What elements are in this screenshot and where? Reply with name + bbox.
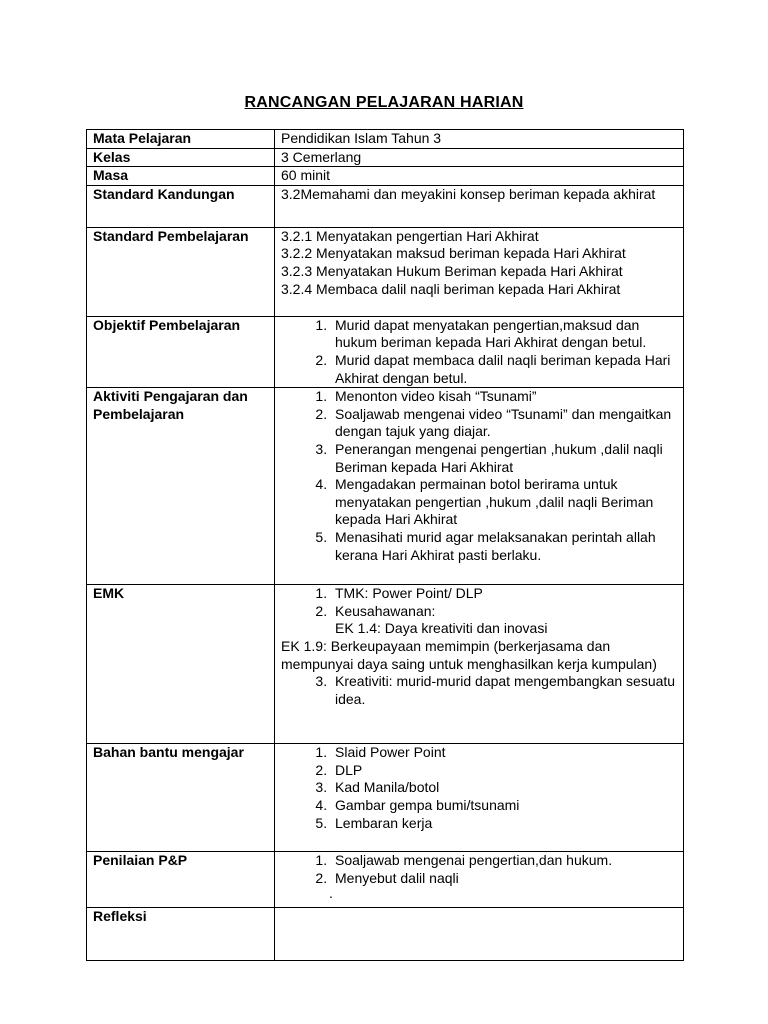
list-item: 1. Soaljawab mengenai pengertian,dan hukum. (331, 852, 679, 870)
row-value-mata-pelajaran: Pendidikan Islam Tahun 3 (275, 130, 684, 149)
emk-item-title: Keusahawanan: (335, 602, 436, 619)
list-item: 3. Kreativiti: murid-murid dapat mengembangkan sesuatu idea. (331, 673, 679, 708)
row-value-masa: 60 minit (275, 167, 684, 186)
row-value-kelas: 3 Cemerlang (275, 148, 684, 167)
row-value-objektif (275, 316, 684, 387)
row-value-refleksi (275, 908, 684, 961)
row-label-standard-pembelajaran: Standard Pembelajaran (87, 227, 275, 316)
list-item: 2. Murid dapat membaca dalil naqli beriman kepada Hari Akhirat dengan betul. (331, 352, 679, 387)
list-item: 2. Soaljawab mengenai video “Tsunami” dan mengaitkan dengan tajuk yang diajar. (331, 406, 679, 441)
standard-pembelajaran-line: 3.2.3 Menyatakan Hukum Beriman kepada Hari Akhirat (281, 262, 623, 279)
standard-pembelajaran-line: 3.2.4 Membaca dalil naqli beriman kepada Hari Akhirat (281, 280, 621, 297)
row-label-aktiviti: Aktiviti Pengajaran dan Pembelajaran (87, 388, 275, 585)
row-label-kelas: Kelas (87, 148, 275, 167)
table-row (87, 388, 684, 585)
list-item: 5. Lembaran kerja (331, 815, 679, 833)
emk-sub-item-text: EK 1.9: Berkeupayaan memimpin (berkerjasama dan mempunyai daya saing untuk menghasilkan kerja kumpulan) (281, 637, 657, 672)
document-title: RANCANGAN PELAJARAN HARIAN (244, 94, 524, 111)
list-item: 4. Gambar gempa bumi/tsunami (331, 797, 679, 815)
list-item: 1. TMK: Power Point/ DLP (331, 585, 679, 603)
row-label-mata-pelajaran: Mata Pelajaran (87, 130, 275, 149)
emk-sub-item: EK 1.4: Daya kreativiti dan inovasi (335, 620, 548, 637)
penilaian-trailing-dot: . (329, 885, 333, 902)
table-row (87, 185, 684, 227)
list-item: 1. Slaid Power Point (331, 744, 679, 762)
row-label-penilaian: Penilaian P&P (87, 852, 275, 908)
row-label-emk: EMK (87, 585, 275, 744)
list-item: 1. Menonton video kisah “Tsunami” (331, 388, 679, 406)
table-row (87, 585, 684, 744)
row-label-masa: Masa (87, 167, 275, 186)
list-item: 3. Penerangan mengenai pengertian ,hukum ,dalil naqli Beriman kepada Hari Akhirat (331, 441, 679, 476)
list-item (281, 602, 679, 673)
list-item: 4. Mengadakan permainan botol berirama untuk menyatakan pengertian ,hukum ,dalil naqli Beriman kepada Hari Akhirat (331, 476, 679, 529)
row-value-emk (275, 585, 684, 744)
list-item: 2. Menyebut dalil naqli (331, 870, 679, 888)
list-item: 1. Murid dapat menyatakan pengertian,maksud dan hukum beriman kepada Hari Akhirat dengan betul. (331, 317, 679, 352)
row-label-refleksi: Refleksi (87, 908, 275, 961)
table-row (87, 130, 684, 149)
list-item: 2. DLP (331, 762, 679, 780)
row-label-standard-kandungan: Standard Kandungan (87, 185, 275, 227)
list-item: 5. Menasihati murid agar melaksanakan perintah allah kerana Hari Akhirat pasti berlaku. (331, 529, 679, 564)
lesson-plan-table (86, 129, 684, 961)
table-row (87, 744, 684, 852)
row-value-standard-kandungan: 3.2Memahami dan meyakini konsep beriman kepada akhirat (275, 185, 684, 227)
row-value-aktiviti (275, 388, 684, 585)
list-item: 3. Kad Manila/botol (331, 779, 679, 797)
table-row (87, 227, 684, 316)
table-row (87, 167, 684, 186)
standard-pembelajaran-line: 3.2.1 Menyatakan pengertian Hari Akhirat (281, 227, 539, 244)
row-value-standard-pembelajaran (275, 227, 684, 316)
row-label-objektif: Objektif Pembelajaran (87, 316, 275, 387)
table-row (87, 908, 684, 961)
row-label-bahan: Bahan bantu mengajar (87, 744, 275, 852)
standard-pembelajaran-line: 3.2.2 Menyatakan maksud beriman kepada Hari Akhirat (281, 245, 626, 262)
row-value-penilaian (275, 852, 684, 908)
emk-sub-item (281, 638, 679, 673)
row-value-bahan (275, 744, 684, 852)
table-row (87, 148, 684, 167)
table-row (87, 852, 684, 908)
table-row (87, 316, 684, 387)
